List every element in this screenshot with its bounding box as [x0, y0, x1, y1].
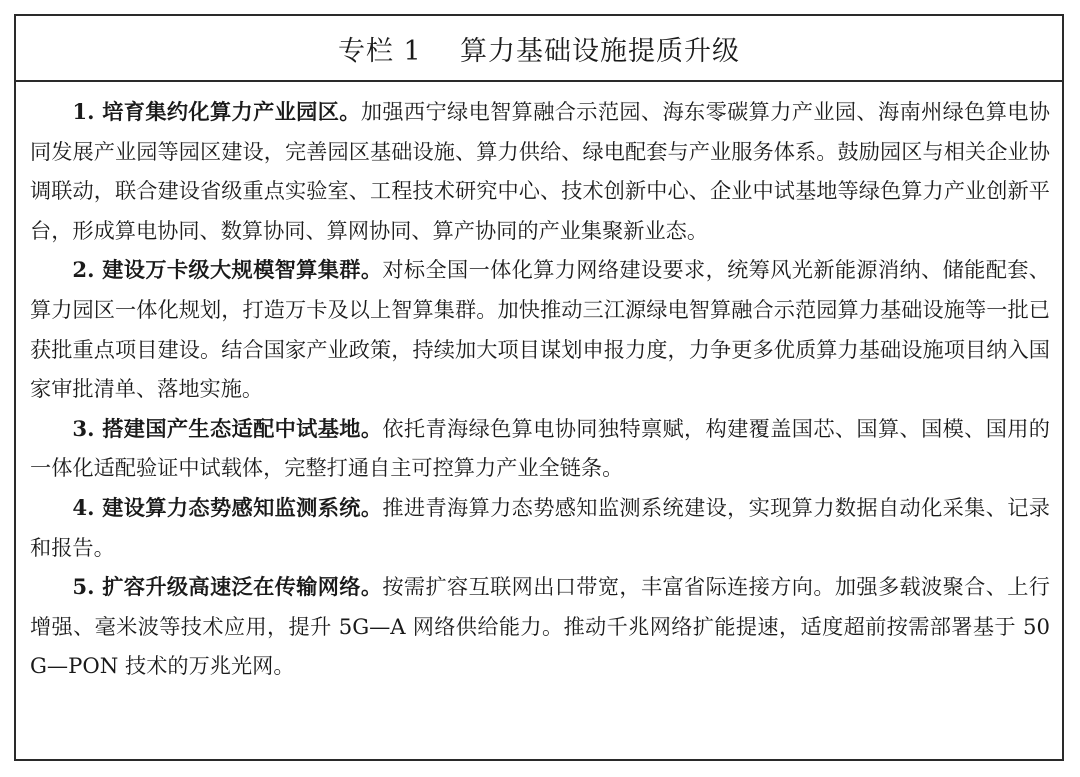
item-heading-3: 3. 搭建国产生态适配中试基地。: [72, 415, 383, 441]
item-paragraph-1: [30, 92, 1050, 250]
item-text-3: 依托青海绿色算电协同独特禀赋，构建覆盖国芯、国算、国模、国用的一体化适配验证中试载体，完整打通自主可控算力产业全链条。: [30, 415, 1050, 481]
item-paragraph-3: [30, 409, 1050, 488]
item-heading-5: 5. 扩容升级高速泛在传输网络。: [72, 574, 383, 600]
item-heading-2: 2. 建设万卡级大规模智算集群。: [72, 257, 383, 283]
column-header: [16, 16, 1062, 82]
column-title: 专栏 1 算力基础设施提质升级: [337, 35, 741, 67]
item-paragraph-2: [30, 250, 1050, 408]
item-text-2: 对标全国一体化算力网络建设要求，统筹风光新能源消纳、储能配套、算力园区一体化规划，打造万卡及以上智算集群。加快推动三江源绿电智算融合示范园算力基础设施等一批已获批重点项目建设。结合国家产业政策，持续加大项目谋划申报力度，力争更多优质算力基础设施项目纳入国家审批清单、落地实施。: [30, 257, 1050, 402]
item-paragraph-5: [30, 567, 1050, 686]
column-body: [16, 82, 1062, 686]
item-text-5: 按需扩容互联网出口带宽，丰富省际连接方向。加强多载波聚合、上行增强、毫米波等技术应用，提升 5G—A 网络供给能力。推动千兆网络扩能提速，适度超前按需部署基于 50G—PON 技术的万兆光网。: [30, 574, 1050, 679]
item-heading-1: 1. 培育集约化算力产业园区。: [72, 99, 361, 124]
item-paragraph-4: [30, 488, 1050, 567]
item-text-1: 加强西宁绿电智算融合示范园、海东零碳算力产业园、海南州绿色算电协同发展产业园等园区建设，完善园区基础设施、算力供给、绿电配套与产业服务体系。鼓励园区与相关企业协调联动，联合建设省级重点实验室、工程技术研究中心、技术创新中心、企业中试基地等绿色算力产业创新平台，形成算电协同、数算协同、算网协同、算产协同的产业集聚新业态。: [30, 99, 1050, 243]
item-heading-4: 4. 建设算力态势感知监测系统。: [72, 494, 383, 520]
item-text-4: 推进青海算力态势感知监测系统建设，实现算力数据自动化采集、记录和报告。: [30, 494, 1050, 560]
column-box: [14, 14, 1064, 761]
